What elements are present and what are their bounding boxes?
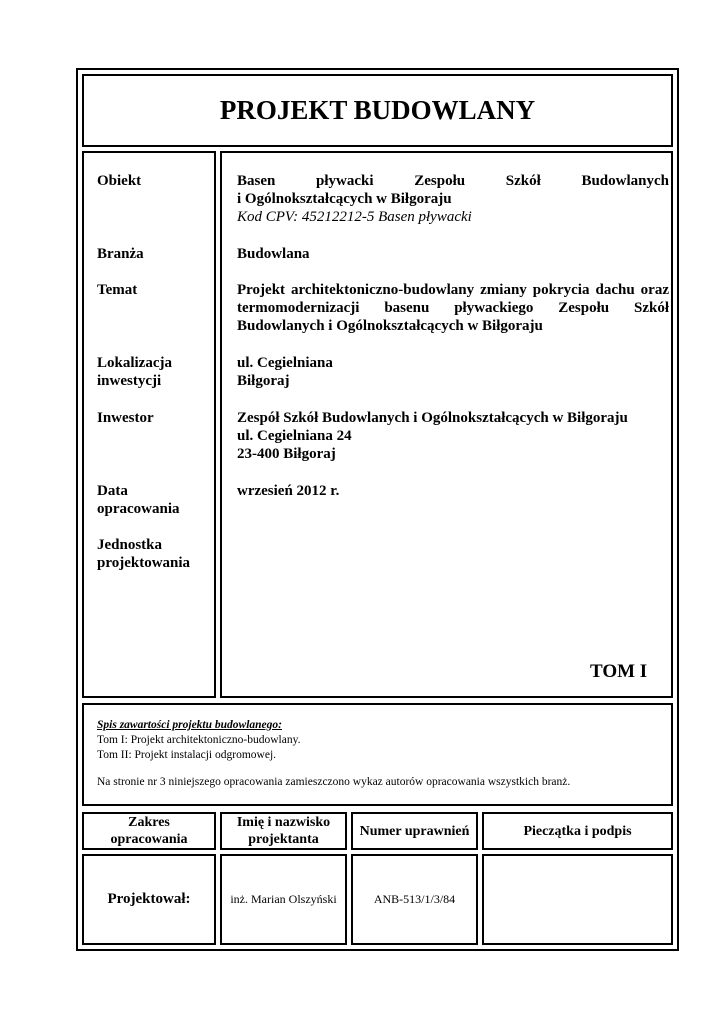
lokalizacja-value <box>237 354 669 390</box>
inwestor-value <box>237 409 669 463</box>
obiekt-line-1: Basen pływacki Zespołu Szkół Budowlanych <box>237 173 669 189</box>
header-imie <box>220 812 347 850</box>
lokalizacja-line-1: ul. Cegielniana <box>237 355 333 371</box>
tom-label: TOM I <box>590 661 648 682</box>
header-zakres-line-2: opracowania <box>110 832 188 847</box>
row-stamp-cell <box>482 854 673 945</box>
jednostka-label-line-2: projektowania <box>97 555 191 571</box>
header-numer-text: Numer uprawnień <box>359 823 470 839</box>
contents-item-2: Tom II: Projekt instalacji odgromowej. <box>97 749 277 761</box>
row-license-cell <box>351 854 478 945</box>
data-label-line-2: opracowania <box>97 501 180 517</box>
lokalizacja-label-line-1: Lokalizacja <box>97 355 172 371</box>
row-name: inż. Marian Olszyński <box>230 892 337 906</box>
lokalizacja-label <box>97 354 172 390</box>
data-value-text: wrzesień 2012 r. <box>237 483 340 499</box>
header-imie-line-1: Imię i nazwisko <box>236 815 331 830</box>
contents-heading: Spis zawartości projektu budowlanego: <box>97 719 282 731</box>
inwestor-label: Inwestor <box>97 410 154 426</box>
inwestor-line-3: 23-400 Biłgoraj <box>237 446 336 462</box>
header-zakres <box>82 812 216 850</box>
document-title-text: PROJEKT BUDOWLANY <box>219 95 536 125</box>
jednostka-label <box>97 536 190 572</box>
lokalizacja-line-2: Biłgoraj <box>237 373 290 389</box>
temat-label: Temat <box>97 282 138 298</box>
branza-label: Branża <box>97 246 144 262</box>
row-role-cell <box>82 854 216 945</box>
data-label-line-1: Data <box>97 483 128 499</box>
branza-value <box>237 245 669 263</box>
contents-note: Na stronie nr 3 niniejszego opracowania zamieszczono wykaz autorów opracowania wszystkich branż. <box>97 776 571 788</box>
temat-value <box>237 281 669 335</box>
data-value <box>237 482 669 500</box>
document-title <box>82 74 673 147</box>
obiekt-value <box>237 172 669 226</box>
header-numer <box>351 812 478 850</box>
header-pieczatka <box>482 812 673 850</box>
header-zakres-line-1: Zakres <box>128 815 170 830</box>
jednostka-label-line-1: Jednostka <box>97 537 163 553</box>
temat-value-text: Projekt architektoniczno-budowlany zmiany pokrycia dachu oraz termomodernizacji basenu pływackiego Zespołu Szkół Budowlanych i Ogólnokształcących w Biłgoraju <box>237 282 669 334</box>
row-name-cell <box>220 854 347 945</box>
header-imie-line-2: projektanta <box>248 832 319 847</box>
data-label <box>97 482 180 518</box>
inwestor-line-1: Zespół Szkół Budowlanych i Ogólnokształcących w Biłgoraju <box>237 410 628 426</box>
row-license: ANB-513/1/3/84 <box>373 892 456 906</box>
obiekt-label: Obiekt <box>97 173 142 189</box>
header-pieczatka-text: Pieczątka i podpis <box>523 823 632 839</box>
inwestor-line-2: ul. Cegielniana 24 <box>237 428 352 444</box>
contents-item-1: Tom I: Projekt architektoniczno-budowlany. <box>97 734 301 746</box>
branza-value-text: Budowlana <box>237 246 310 262</box>
lokalizacja-label-line-2: inwestycji <box>97 373 162 389</box>
obiekt-cpv: Kod CPV: 45212212-5 Basen pływacki <box>237 209 472 225</box>
obiekt-line-2: i Ogólnokształcących w Biłgoraju <box>237 191 452 207</box>
row-role: Projektował: <box>107 891 191 907</box>
